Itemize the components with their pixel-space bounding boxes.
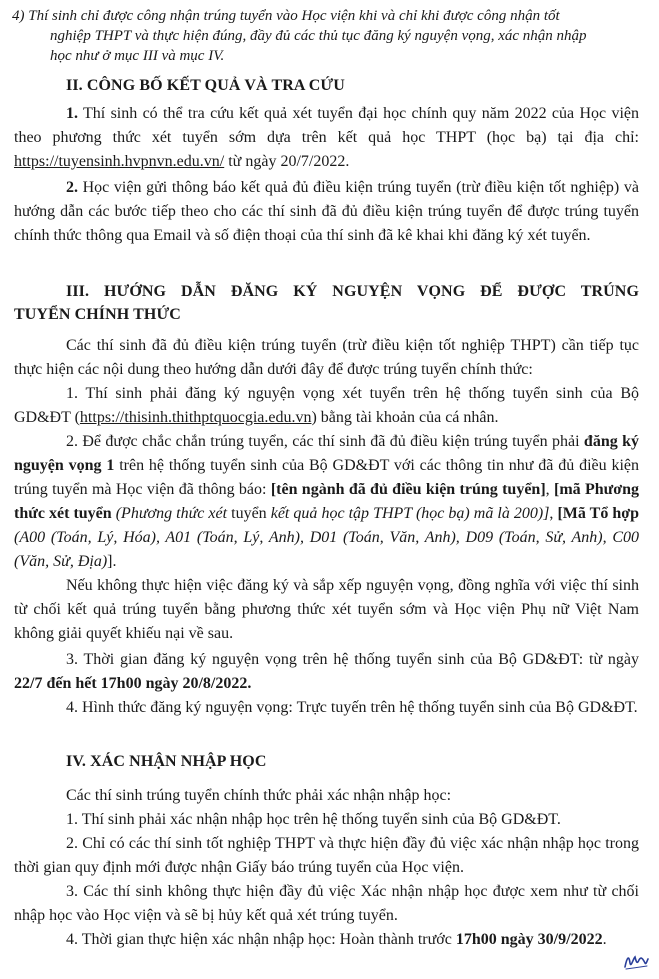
paragraph: Các thí sinh trúng tuyển chính thức phải xác nhận nhập học: — [66, 787, 452, 804]
paragraph: 2. Chỉ có các thí sinh tốt nghiệp THPT và thực hiện đầy đủ việc xác nhận nhập học trong thời gian quy định mới được nhận Giấy báo trúng tuyển của Học viện. — [14, 835, 639, 876]
link-tuyensinh[interactable]: https://tuyensinh.hvpnvn.edu.vn/ — [14, 153, 225, 170]
paragraph-text: Thí sinh có thể tra cứu kết quả xét tuyển đại học chính quy năm 2022 của Học viện theo phương thức xét tuyển sớm dựa trên kết quả học THPT (học bạ) tại địa chỉ: — [14, 105, 639, 146]
paragraph-text: , — [549, 505, 558, 522]
paragraph-text: , — [545, 481, 554, 498]
paragraph-text: ) bằng tài khoản của cá nhân. — [311, 409, 499, 426]
paragraph: 4. Hình thức đăng ký nguyện vọng: Trực tuyến trên hệ thống tuyển sinh của Bộ GD&ĐT. — [66, 699, 638, 716]
paragraph — [14, 382, 639, 430]
paragraph — [14, 430, 639, 574]
section-heading-3: III. HƯỚNG DẪN ĐĂNG KÝ NGUYỆN VỌNG ĐỂ ĐƯỢC TRÚNG — [66, 283, 639, 300]
emphasis: [mã Phương thức xét tuyển — [14, 481, 640, 522]
paragraph-text: tuyển — [231, 505, 271, 522]
italic-text: kết quả học tập THPT (học bạ) mã là 200)] — [270, 505, 550, 522]
paragraph: 1. Thí sinh phải xác nhận nhập học trên hệ thống tuyển sinh của Bộ GD&ĐT. — [66, 811, 561, 828]
paragraph — [14, 102, 639, 174]
paragraph: Nếu không thực hiện việc đăng ký và sắp xếp nguyện vọng, đồng nghĩa với việc thí sinh từ chối kết quả trúng tuyển bằng phương thức xét tuyển sớm và Học viện Phụ nữ Việt Nam không giải quyết khiếu nại về sau. — [14, 577, 639, 642]
paragraph-text: Học viện gửi thông báo kết quả đủ điều kiện trúng tuyển (trừ điều kiện tốt nghiệp) và hướng dẫn các bước tiếp theo cho các thí sinh đã đủ điều kiện trúng tuyển để được trúng tuyển chính thức thông qua Email và số điện thoại của thí sinh đã kê khai khi đăng ký xét tuyển. — [14, 179, 639, 244]
emphasis: đăng ký nguyện vọng 1 — [14, 433, 639, 474]
paragraph: Các thí sinh đã đủ điều kiện trúng tuyển (trừ điều kiện tốt nghiệp THPT) cần tiếp tục thực hiện các nội dung theo hướng dẫn dưới đây để được trúng tuyển chính thức: — [14, 337, 639, 378]
emphasis: 17h00 ngày 30/9/2022 — [455, 931, 603, 948]
section-heading-4: IV. XÁC NHẬN NHẬP HỌC — [66, 753, 267, 770]
paragraph — [14, 176, 639, 248]
link-thisinh[interactable]: https://thisinh.thithptquocgia.edu.vn — [79, 409, 312, 426]
paragraph-text: từ ngày 20/7/2022. — [224, 153, 350, 170]
item-number: 1. — [66, 105, 78, 122]
italic-text: (A00 (Toán, Lý, Hóa), A01 (Toán, Lý, Anh), D01 (Toán, Văn, Anh), D09 (Toán, Sử, Anh), C00 (Văn, Sử, Địa) — [14, 529, 639, 570]
note-line: nghiệp THPT và thực hiện đúng, đầy đủ các thủ tục đăng ký nguyện vọng, xác nhận nhập — [50, 28, 587, 44]
emphasis: 22/7 đến hết 17h00 ngày 20/8/2022. — [14, 675, 252, 692]
signature-initials-icon — [623, 951, 649, 971]
paragraph-text: ]. — [107, 553, 117, 570]
paragraph-text: trên hệ thống tuyển sinh của Bộ GD&ĐT với các thông tin như đã đủ điều kiện trúng tuyển mà Học viện đã thông báo: — [14, 457, 639, 498]
paragraph-text: . — [602, 931, 607, 948]
emphasis: [tên ngành đã đủ điều kiện trúng tuyển] — [270, 481, 546, 498]
paragraph — [14, 928, 639, 952]
note-line: 4) Thí sinh chỉ được công nhận trúng tuyển vào Học viện khi và chỉ khi được công nhận tốt — [12, 8, 560, 24]
item-number: 2. — [66, 179, 78, 196]
paragraph — [14, 648, 639, 696]
note-line: học như ở mục III và mục IV. — [50, 48, 225, 64]
italic-text: (Phương thức xét — [111, 505, 232, 522]
section-heading-2: II. CÔNG BỐ KẾT QUẢ VÀ TRA CỨU — [66, 77, 345, 94]
note-item-4 — [12, 6, 644, 66]
paragraph-text: 1. Thí sinh phải đăng ký nguyện vọng xét tuyển trên hệ thống tuyển sinh của Bộ GD&ĐT ( — [14, 385, 639, 426]
paragraph: 3. Các thí sinh không thực hiện đầy đủ việc Xác nhận nhập học được xem như từ chối nhập học vào Học viện và sẽ bị hủy kết quả xét trúng tuyển. — [14, 883, 639, 924]
paragraph-text: 3. Thời gian đăng ký nguyện vọng trên hệ thống tuyển sinh của Bộ GD&ĐT: từ ngày — [66, 651, 639, 668]
emphasis: [Mã Tổ hợp — [557, 505, 640, 522]
paragraph-text: 4. Thời gian thực hiện xác nhận nhập học: Hoàn thành trước — [66, 931, 456, 948]
section-heading-3-cont: TUYỂN CHÍNH THỨC — [14, 306, 181, 323]
paragraph-text: 2. Để được chắc chắn trúng tuyển, các thí sinh đã đủ điều kiện trúng tuyển phải — [66, 433, 584, 450]
